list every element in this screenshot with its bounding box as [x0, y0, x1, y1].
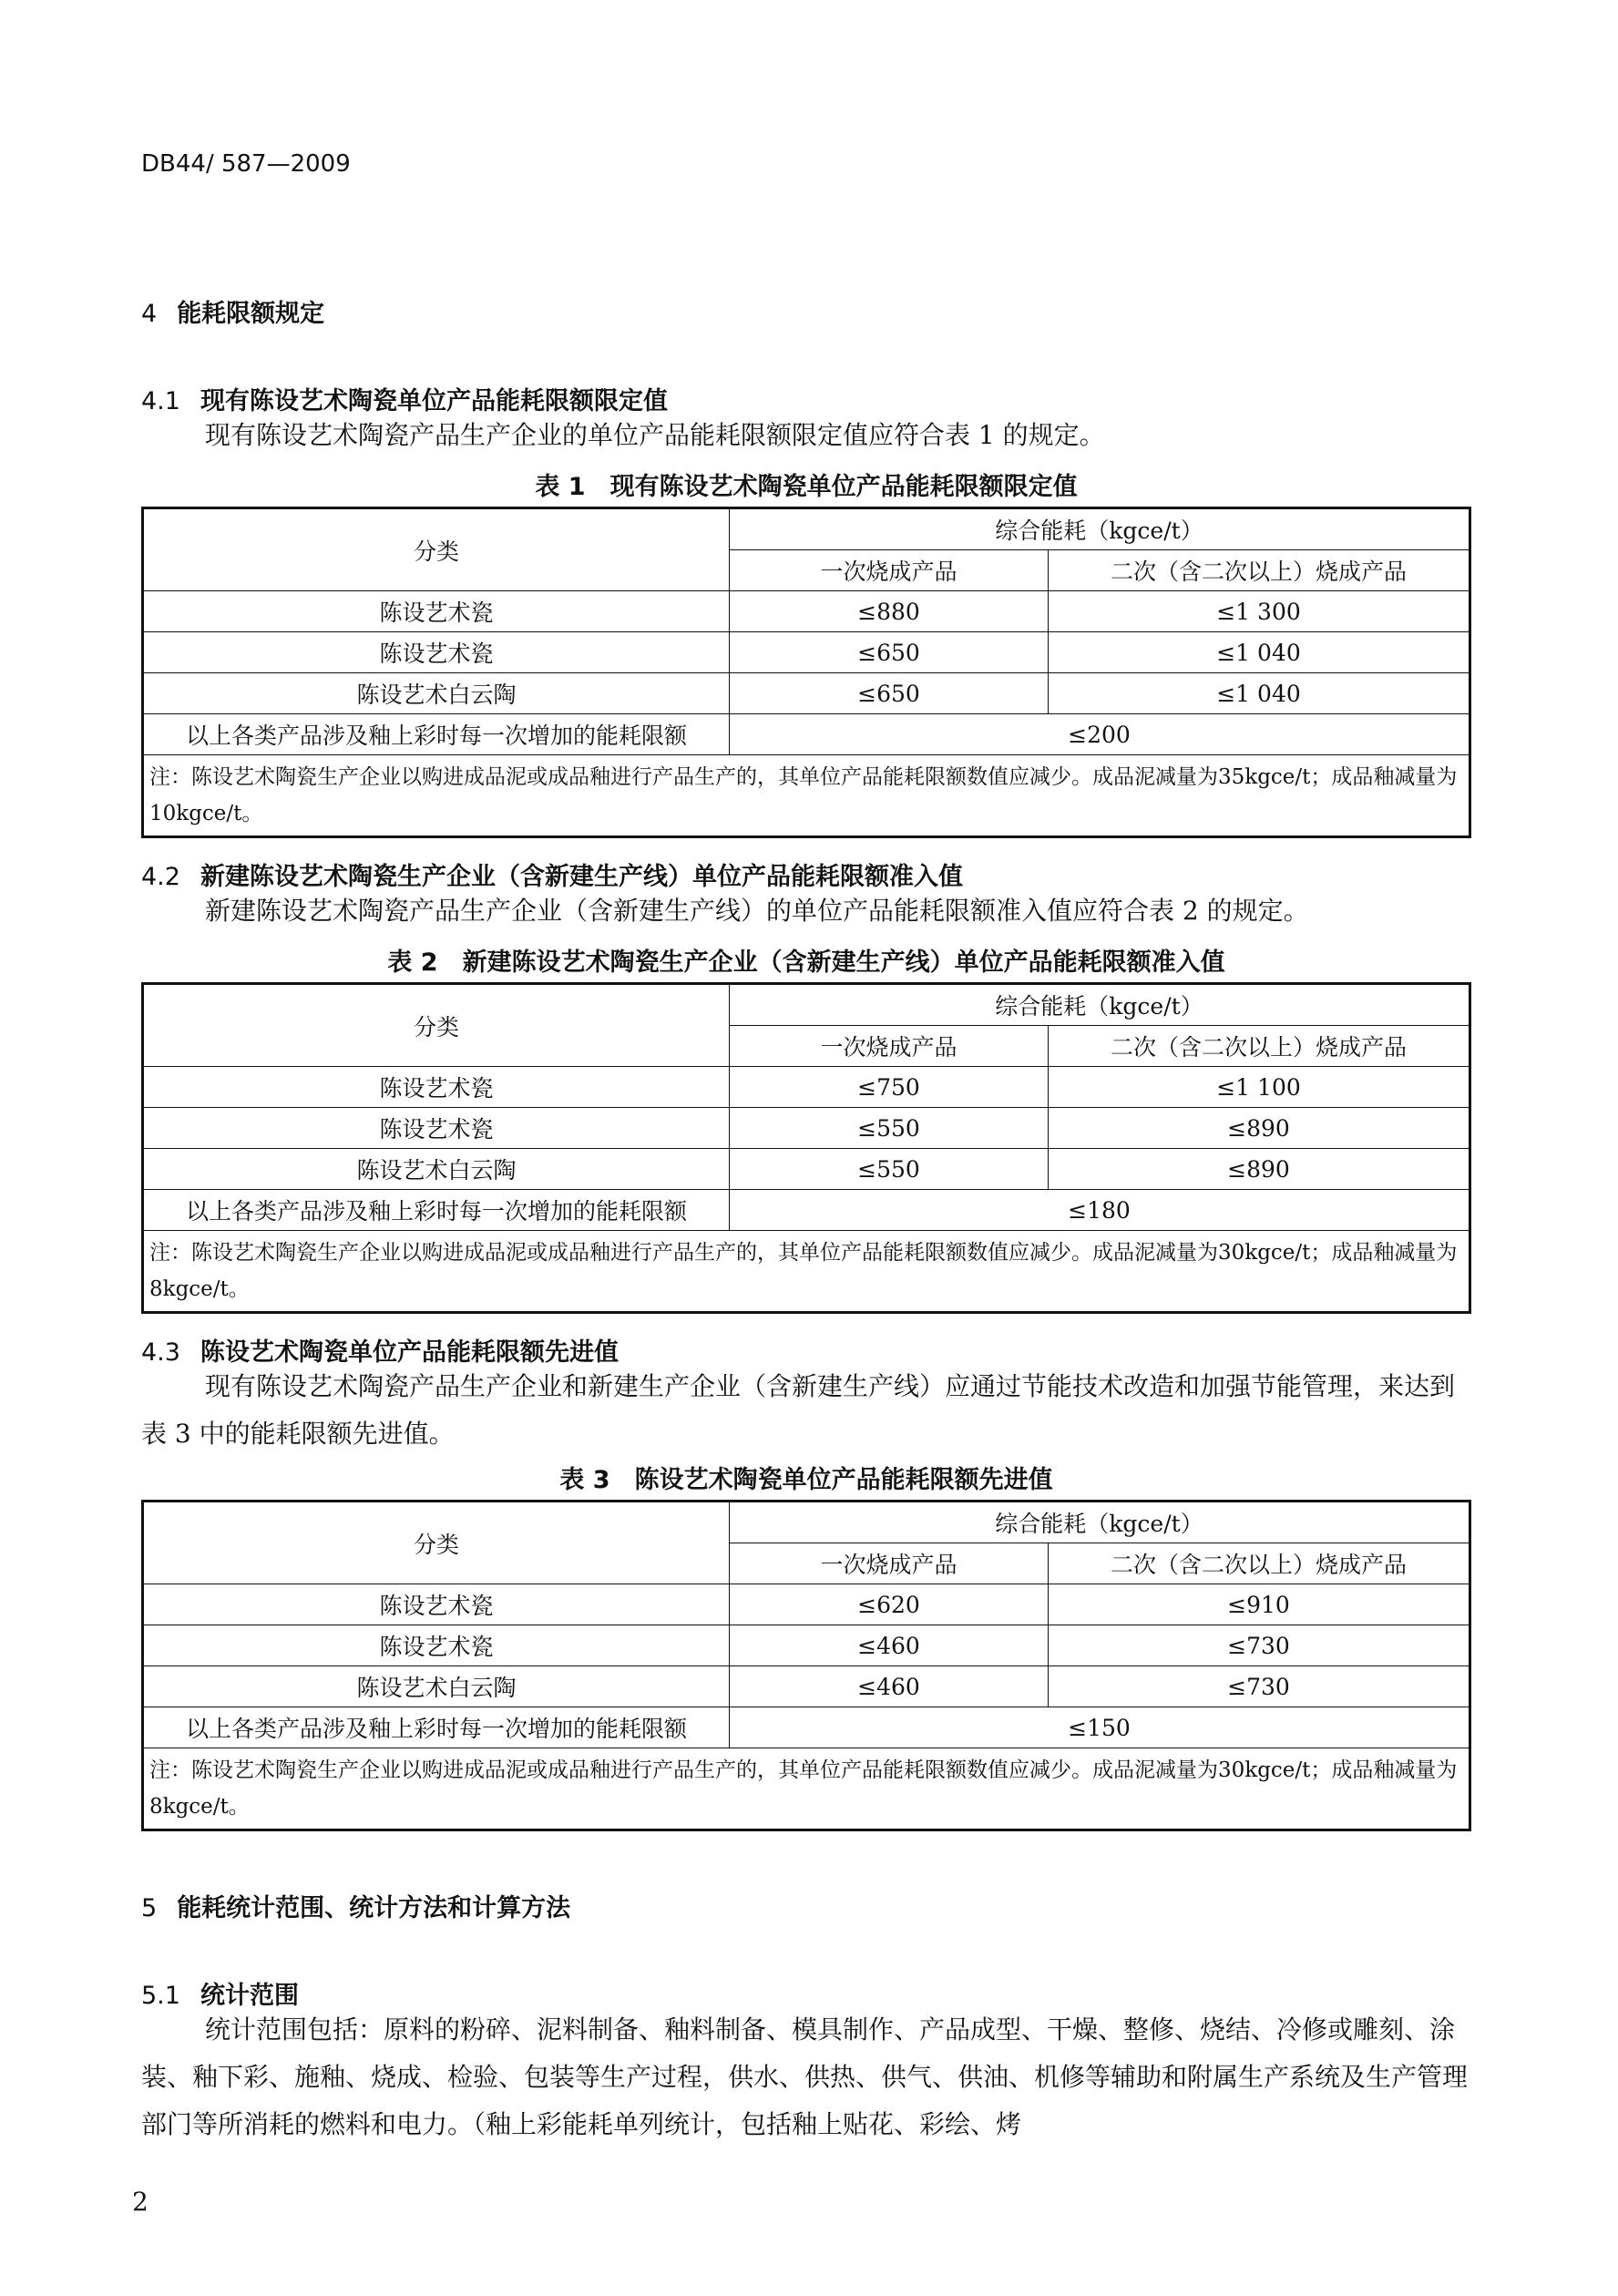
cell-category: 陈设艺术瓷 [143, 1584, 730, 1625]
header-category: 分类 [143, 984, 730, 1067]
cell-twice: ≤1 300 [1049, 591, 1470, 632]
header-twice: 二次（含二次以上）烧成产品 [1049, 550, 1470, 591]
header-twice: 二次（含二次以上）烧成产品 [1049, 1026, 1470, 1067]
cell-extra-value: ≤200 [730, 714, 1470, 755]
table-row [143, 1625, 1470, 1666]
cell-once: ≤620 [730, 1584, 1049, 1625]
cell-once: ≤550 [730, 1108, 1049, 1149]
table-2 [141, 982, 1471, 1314]
cell-once: ≤880 [730, 591, 1049, 632]
cell-category: 陈设艺术白云陶 [143, 1666, 730, 1707]
table-row [143, 1149, 1470, 1190]
cell-once: ≤750 [730, 1067, 1049, 1108]
cell-twice: ≤730 [1049, 1666, 1470, 1707]
cell-category: 陈设艺术瓷 [143, 1108, 730, 1149]
table-row [143, 632, 1470, 673]
table-note: 注：陈设艺术陶瓷生产企业以购进成品泥或成品釉进行产品生产的，其单位产品能耗限额数值应减少。成品泥减量为30kgce/t；成品釉减量为 8kgce/t。 [143, 1231, 1470, 1313]
table-1-caption: 表 1 现有陈设艺术陶瓷单位产品能耗限额限定值 [535, 473, 1078, 501]
section-title: 统计范围 [200, 1982, 299, 2010]
section-5-heading [141, 1888, 570, 1923]
table-note: 注：陈设艺术陶瓷生产企业以购进成品泥或成品釉进行产品生产的，其单位产品能耗限额数值应减少。成品泥减量为30kgce/t；成品釉减量为 8kgce/t。 [143, 1748, 1470, 1830]
cell-twice: ≤1 040 [1049, 673, 1470, 714]
table-row [143, 1584, 1470, 1625]
section-number: 4.3 [141, 1338, 180, 1367]
document-id: DB44/ 587—2009 [141, 150, 351, 178]
section-number: 5 [141, 1894, 158, 1922]
section-number: 4.2 [141, 863, 180, 891]
section-title: 陈设艺术陶瓷单位产品能耗限额先进值 [200, 1338, 619, 1367]
section-title: 能耗限额规定 [177, 300, 325, 328]
table-row [143, 591, 1470, 632]
cell-once: ≤550 [730, 1149, 1049, 1190]
cell-extra-value: ≤180 [730, 1190, 1470, 1231]
section-number: 4 [141, 300, 158, 328]
cell-once: ≤460 [730, 1666, 1049, 1707]
header-once: 一次烧成产品 [730, 1543, 1049, 1584]
table-note: 注：陈设艺术陶瓷生产企业以购进成品泥或成品釉进行产品生产的，其单位产品能耗限额数值应减少。成品泥减量为35kgce/t；成品釉减量为 10kgce/t。 [143, 755, 1470, 837]
cell-twice: ≤890 [1049, 1108, 1470, 1149]
cell-twice: ≤910 [1049, 1584, 1470, 1625]
table-3 [141, 1500, 1471, 1831]
section-number: 5.1 [141, 1982, 180, 2010]
cell-category: 陈设艺术瓷 [143, 1067, 730, 1108]
cell-twice: ≤890 [1049, 1149, 1470, 1190]
section-4-heading [141, 293, 324, 329]
cell-category: 陈设艺术瓷 [143, 1625, 730, 1666]
section-4-1-text: 现有陈设艺术陶瓷产品生产企业的单位产品能耗限额限定值应符合表 1 的规定。 [205, 420, 1105, 450]
table-2-caption: 表 2 新建陈设艺术陶瓷生产企业（含新建生产线）单位产品能耗限额准入值 [387, 948, 1225, 977]
cell-category: 陈设艺术白云陶 [143, 673, 730, 714]
table-row [143, 673, 1470, 714]
cell-twice: ≤1 040 [1049, 632, 1470, 673]
header-twice: 二次（含二次以上）烧成产品 [1049, 1543, 1470, 1584]
table-row [143, 1666, 1470, 1707]
table-3-caption: 表 3 陈设艺术陶瓷单位产品能耗限额先进值 [559, 1466, 1053, 1494]
cell-once: ≤650 [730, 632, 1049, 673]
section-4-2-text: 新建陈设艺术陶瓷产品生产企业（含新建生产线）的单位产品能耗限额准入值应符合表 2 的规定。 [205, 896, 1309, 926]
cell-extra-label: 以上各类产品涉及釉上彩时每一次增加的能耗限额 [143, 1707, 730, 1748]
cell-once: ≤460 [730, 1625, 1049, 1666]
header-category: 分类 [143, 508, 730, 591]
cell-twice: ≤730 [1049, 1625, 1470, 1666]
table-1 [141, 507, 1471, 838]
table-row-extra [143, 714, 1470, 755]
table-row [143, 1108, 1470, 1149]
section-4-3-text: 现有陈设艺术陶瓷产品生产企业和新建生产企业（含新建生产线）应通过节能技术改造和加强节能管理，来达到表 3 中的能耗限额先进值。 [141, 1371, 1456, 1449]
cell-once: ≤650 [730, 673, 1049, 714]
cell-extra-label: 以上各类产品涉及釉上彩时每一次增加的能耗限额 [143, 1190, 730, 1231]
header-energy: 综合能耗（kgce/t） [730, 984, 1470, 1026]
section-title: 新建陈设艺术陶瓷生产企业（含新建生产线）单位产品能耗限额准入值 [200, 863, 963, 891]
cell-category: 陈设艺术白云陶 [143, 1149, 730, 1190]
cell-category: 陈设艺术瓷 [143, 591, 730, 632]
cell-extra-label: 以上各类产品涉及釉上彩时每一次增加的能耗限额 [143, 714, 730, 755]
section-title: 能耗统计范围、统计方法和计算方法 [177, 1894, 571, 1922]
section-5-1-text: 统计范围包括：原料的粉碎、泥料制备、釉料制备、模具制作、产品成型、干燥、整修、烧结、冷修或雕刻、涂装、釉下彩、施釉、烧成、检验、包装等生产过程，供水、供热、供气、供油、机修等辅助和附属生产系统及生产管理部门等所消耗的燃料和电力。（釉上彩能耗单列统计，包括釉上贴花、彩绘、烤 [141, 2014, 1469, 2139]
table-row [143, 1067, 1470, 1108]
section-title: 现有陈设艺术陶瓷单位产品能耗限额限定值 [200, 387, 668, 415]
header-category: 分类 [143, 1502, 730, 1584]
cell-twice: ≤1 100 [1049, 1067, 1470, 1108]
cell-extra-value: ≤150 [730, 1707, 1470, 1748]
table-row-extra [143, 1707, 1470, 1748]
header-energy: 综合能耗（kgce/t） [730, 1502, 1470, 1543]
section-number: 4.1 [141, 387, 180, 415]
cell-category: 陈设艺术瓷 [143, 632, 730, 673]
header-once: 一次烧成产品 [730, 1026, 1049, 1067]
header-once: 一次烧成产品 [730, 550, 1049, 591]
header-energy: 综合能耗（kgce/t） [730, 508, 1470, 550]
table-row-extra [143, 1190, 1470, 1231]
page-number: 2 [132, 2187, 148, 2217]
